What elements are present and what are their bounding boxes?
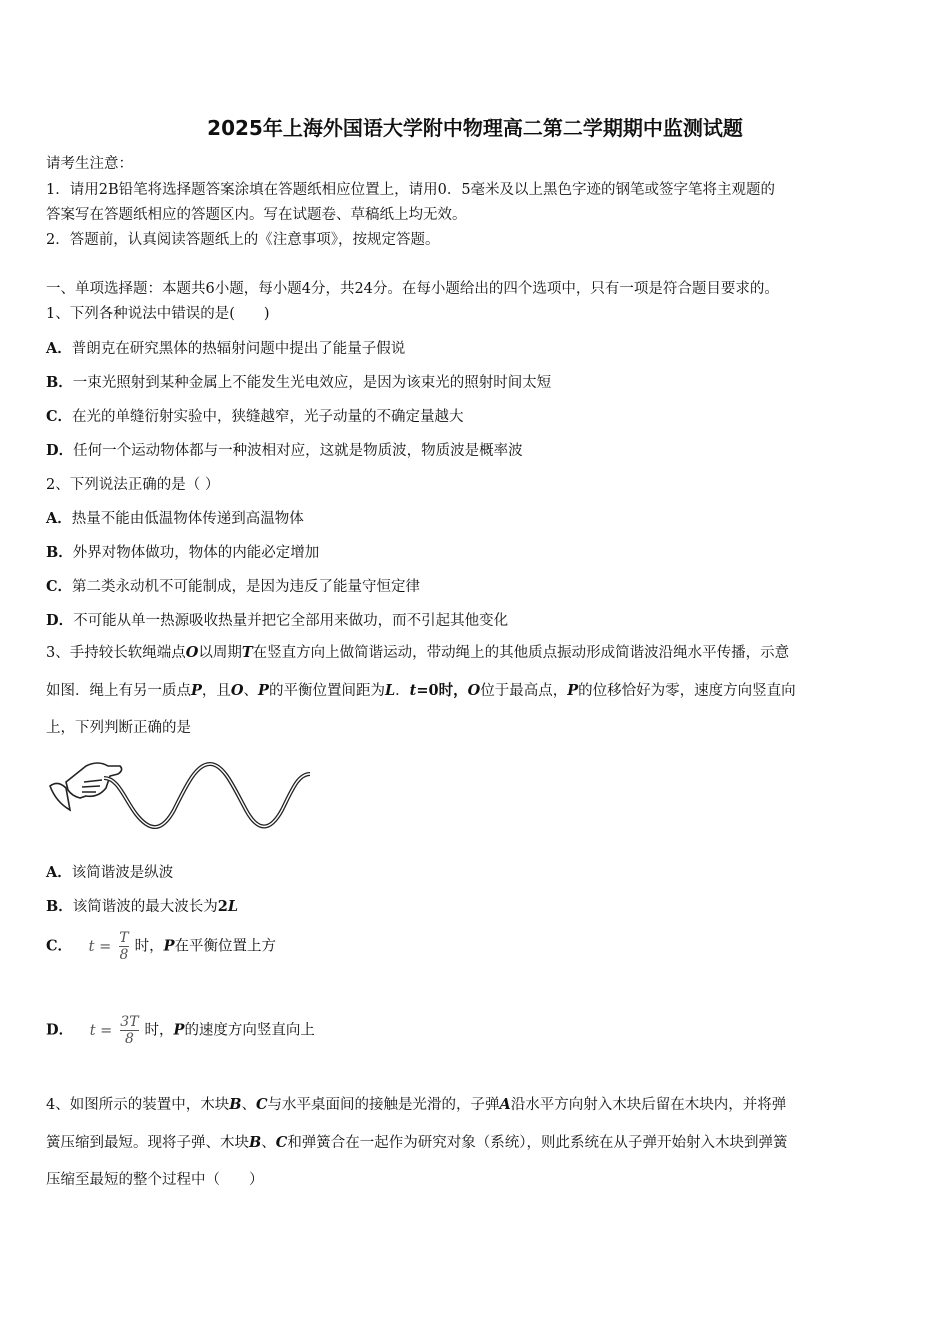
option-text: 时， — [144, 1022, 174, 1039]
var-O: O — [467, 682, 481, 699]
q3-option-b — [46, 895, 238, 916]
option-text: 外界对物体做功，物体的内能必定增加 — [72, 545, 320, 561]
var-A: A — [499, 1096, 511, 1113]
numerator: 3T — [120, 1014, 139, 1030]
denominator: 8 — [119, 947, 129, 963]
option-text: 在光的单缝衍射实验中，狭缝越窄，光子动量的不确定量越大 — [72, 409, 464, 425]
q3-text: 位于最高点， — [480, 683, 568, 699]
option-text: 2 — [217, 898, 228, 915]
var-L: L — [384, 682, 396, 699]
option-text: 的速度方向竖直向上 — [184, 1022, 315, 1039]
notice-line-1: 1．请用2B铅笔将选择题答案涂填在答题纸相应位置上，请用0．5毫米及以上黑色字迹的钢笔或签字笔将主观题的 — [46, 182, 776, 198]
q1-option-b — [46, 371, 551, 392]
var-P: P — [163, 937, 175, 955]
q3-text: ，且 — [201, 683, 231, 699]
q3-option-a — [46, 861, 173, 882]
q2-option-d — [46, 609, 508, 630]
option-text: 热量不能由低温物体传递到高温物体 — [71, 511, 304, 527]
var-P: P — [191, 682, 202, 699]
fraction-t-over-8 — [119, 930, 128, 963]
q1-option-c — [46, 405, 464, 426]
notice-heading: 请考生注意： — [46, 156, 133, 172]
q4-text: 、 — [241, 1097, 256, 1113]
option-label: D． — [46, 612, 74, 629]
q3-text: 的平衡位置间距为 — [268, 683, 385, 699]
var-t: t — [409, 682, 417, 699]
var-P: P — [173, 1021, 185, 1039]
q4-stem — [46, 1086, 908, 1199]
q4-text: 簧压缩到最短。现将子弹、木块 — [46, 1135, 249, 1151]
denominator: 8 — [120, 1030, 138, 1047]
var-O: O — [185, 644, 199, 661]
option-label: C． — [46, 937, 73, 955]
var-C: C — [275, 1134, 288, 1151]
var-C: C — [256, 1096, 268, 1113]
option-text: 任何一个运动物体都与一种波相对应，这就是物质波，物质波是概率波 — [73, 443, 523, 459]
page-title: 2025年上海外国语大学附中物理高二第二学期期中监测试题 — [207, 116, 743, 140]
q4-text: 与水平桌面间的接触是光滑的，子弹 — [267, 1097, 500, 1113]
q3-text: 以周期 — [198, 645, 242, 661]
q3-text: 的位移恰好为零，速度方向竖直向 — [578, 683, 796, 699]
t-equals: t = — [89, 1022, 113, 1039]
section-heading: 一、单项选择题：本题共6小题，每小题4分，共24分。在每小题给出的四个选项中，只有一项是符合题目要求的。 — [46, 281, 779, 297]
rope-wave — [104, 764, 310, 827]
var-O: O — [230, 682, 244, 699]
var-B: B — [229, 1096, 242, 1113]
q3-option-d — [46, 1014, 315, 1047]
option-text: 第二类永动机不可能制成，是因为违反了能量守恒定律 — [72, 579, 421, 595]
numerator: T — [119, 930, 129, 946]
option-label: D． — [46, 442, 74, 459]
q2-option-b — [46, 541, 319, 562]
q4-text: 压缩至最短的整个过程中（ ） — [46, 1172, 264, 1188]
option-label: B． — [46, 374, 73, 391]
notice-line-2: 答案写在答题纸相应的答题区内。写在试题卷、草稿纸上均无效。 — [46, 207, 467, 223]
var-P: P — [567, 682, 579, 699]
q3-stem — [46, 634, 908, 747]
option-label: D． — [46, 1021, 74, 1039]
option-label: B． — [46, 544, 73, 561]
option-label: C． — [46, 578, 73, 595]
option-label: B． — [46, 898, 73, 915]
q3-text: 、 — [243, 683, 259, 699]
t-equals: t = — [88, 938, 112, 955]
option-label: C． — [46, 408, 73, 425]
q1-option-d — [46, 439, 523, 460]
option-label: A． — [46, 340, 72, 357]
option-text: 不可能从单一热源吸收热量并把它全部用来做功，而不引起其他变化 — [73, 613, 509, 629]
q3-text: ． — [395, 683, 410, 699]
q1-stem: 1、下列各种说法中错误的是( ) — [46, 306, 270, 322]
option-text: 在平衡位置上方 — [174, 938, 276, 955]
q4-text: 4、如图所示的装置中，木块 — [46, 1097, 230, 1113]
var-P: P — [258, 682, 269, 699]
q3-text: 在竖直方向上做简谐运动，带动绳上的其他质点振动形成简谐波沿绳水平传播，示意 — [252, 645, 790, 661]
var-L: L — [227, 898, 239, 915]
q3-text: 3、手持较长软绳端点 — [46, 645, 186, 661]
q2-option-a — [46, 507, 304, 528]
q2-stem: 2、下列说法正确的是（ ） — [46, 477, 220, 493]
fraction-3t-over-8 — [120, 1014, 138, 1047]
rope-wave-figure — [46, 752, 316, 838]
option-text: 时， — [134, 938, 164, 955]
var-T: T — [241, 644, 253, 661]
notice-line-3: 2．答题前，认真阅读答题纸上的《注意事项》，按规定答题。 — [46, 232, 440, 248]
option-text: 该简谐波是纵波 — [71, 865, 174, 881]
q3-text: =0时， — [416, 682, 468, 699]
q3-text: 如图．绳上有另一质点 — [46, 683, 191, 699]
option-text: 一束光照射到某种金属上不能发生光电效应，是因为该束光的照射时间太短 — [72, 375, 552, 391]
q4-text: 和弹簧合在一起作为研究对象（系统），则此系统在从子弹开始射入木块到弹簧 — [287, 1135, 788, 1151]
q3-text: 上，下列判断正确的是 — [46, 720, 191, 736]
option-text: 该简谐波的最大波长为 — [72, 899, 218, 915]
q4-text: 、 — [261, 1135, 276, 1151]
q4-text: 沿水平方向射入木块后留在木块内，并将弹 — [510, 1097, 787, 1113]
option-label: A． — [46, 864, 72, 881]
q2-option-c — [46, 575, 420, 596]
q1-option-a — [46, 337, 405, 358]
q3-option-c — [46, 930, 276, 963]
option-label: A． — [46, 510, 72, 527]
var-B: B — [249, 1134, 262, 1151]
option-text: 普朗克在研究黑体的热辐射问题中提出了能量子假说 — [71, 341, 406, 357]
